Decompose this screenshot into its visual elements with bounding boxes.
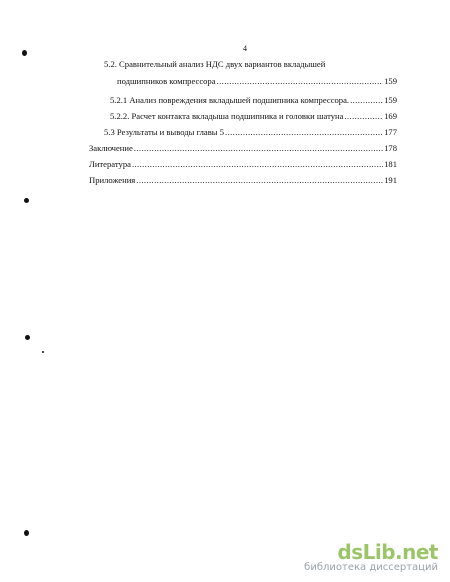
- toc-entry-title: 5.2. Сравнительный анализ НДС двух вариантов вкладышей: [104, 59, 326, 69]
- toc-leader: [132, 159, 383, 170]
- toc-leader: [217, 76, 384, 87]
- watermark: [304, 542, 438, 574]
- toc-entry-page: 177: [384, 127, 397, 137]
- toc-entry-title: 5.2.2. Расчет контакта вкладыша подшипника и головки шатуна: [110, 111, 344, 121]
- toc-entry: [117, 76, 397, 87]
- toc-entry-page: 159: [384, 95, 397, 105]
- toc-entry-page: 159: [384, 76, 397, 86]
- toc-entry: [110, 95, 397, 106]
- toc-entry: [104, 127, 397, 138]
- toc-leader: [344, 111, 383, 122]
- toc-entry-title: 5.2.1 Анализ повреждения вкладышей подшипника компрессора.: [110, 95, 350, 105]
- toc-entry-title: подшипников компрессора: [117, 76, 216, 86]
- toc-entry: [89, 175, 397, 186]
- toc-entry-page: 178: [384, 143, 397, 153]
- toc-entry-page: 181: [384, 159, 397, 169]
- toc-entry: [110, 111, 397, 122]
- toc-entry-page: 169: [384, 111, 397, 121]
- watermark-logo: dsLib.net: [337, 540, 438, 564]
- toc-entry: [89, 159, 397, 170]
- toc-entry: [89, 143, 397, 154]
- toc-entry-title: Заключение: [89, 143, 133, 153]
- toc-leader: [225, 127, 383, 138]
- watermark-subtitle: библиотека диссертаций: [304, 562, 438, 573]
- toc-entry-title: Приложения: [89, 175, 136, 185]
- toc-entry-page: 191: [384, 175, 397, 185]
- toc-leader: [134, 143, 383, 154]
- toc-entry-title: 5.3 Результаты и выводы главы 5: [104, 127, 225, 137]
- toc-entry-title: Литература: [89, 159, 131, 169]
- toc-leader: [136, 175, 383, 186]
- page-number: 4: [243, 44, 247, 53]
- toc-leader: [350, 95, 383, 106]
